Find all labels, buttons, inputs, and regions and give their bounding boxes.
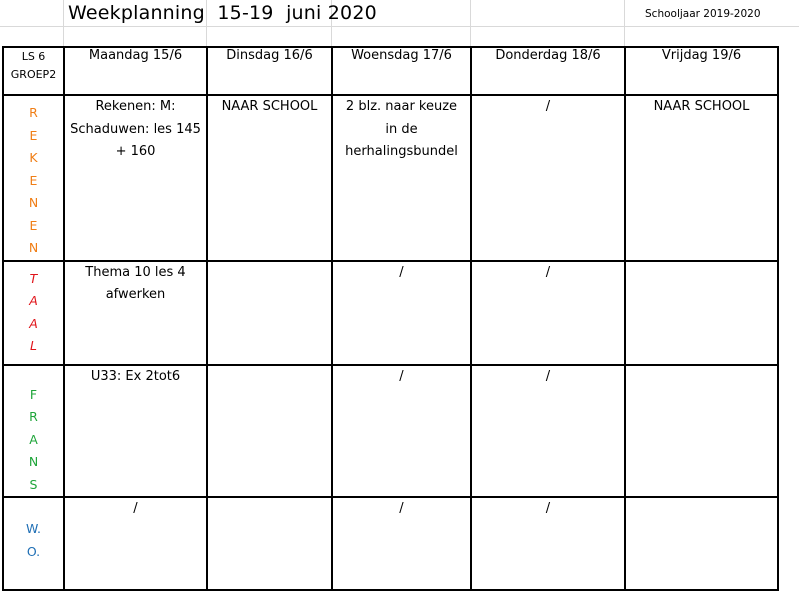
subject-letter: L (30, 338, 37, 353)
subject-letter: W. (26, 521, 41, 536)
subject-row-rekenen (3, 95, 778, 261)
subject-letter: E (29, 172, 38, 188)
header-row (3, 47, 778, 95)
week-plan-table (2, 46, 779, 591)
subject-letter: T (29, 270, 38, 286)
subject-letter: E (29, 217, 38, 233)
subject-label-frans (3, 365, 64, 498)
task-cell: / (332, 497, 471, 590)
day-header-friday: Vrijdag 19/6 (625, 47, 778, 95)
task-cell: Thema 10 les 4 afwerken (64, 261, 207, 365)
subject-letter: R (29, 409, 38, 424)
subject-letter: N (28, 195, 39, 210)
sheet-gridline (470, 0, 471, 46)
subject-letter: N (28, 240, 39, 255)
subject-letter: K (29, 150, 38, 165)
task-cell (207, 365, 332, 498)
task-cell: / (471, 95, 625, 261)
subject-letter: E (29, 127, 38, 143)
class-label: LS 6 (21, 50, 46, 63)
task-cell: / (332, 261, 471, 365)
task-cell (207, 261, 332, 365)
subject-letter: N (28, 454, 39, 469)
subject-letter: O. (26, 543, 41, 559)
task-cell: NAAR SCHOOL (625, 95, 778, 261)
schoolyear-label: Schooljaar 2019-2020 (645, 8, 761, 20)
task-cell: U33: Ex 2tot6 (64, 365, 207, 498)
task-cell (625, 261, 778, 365)
task-cell: NAAR SCHOOL (207, 95, 332, 261)
subject-letter: A (29, 315, 38, 331)
class-group-cell (3, 47, 64, 95)
sheet-gridline (624, 0, 625, 46)
task-cell: / (471, 497, 625, 590)
sheet-gridline (63, 0, 64, 46)
subject-letter: F (29, 386, 38, 402)
task-cell: Rekenen: M: Schaduwen: les 145 + 160 (64, 95, 207, 261)
task-cell: / (471, 261, 625, 365)
subject-row-frans (3, 365, 778, 498)
subject-letter: A (29, 293, 38, 308)
subject-row-wo (3, 497, 778, 590)
subject-label-wo (3, 497, 64, 590)
day-header-wednesday: Woensdag 17/6 (332, 47, 471, 95)
subject-label-taal (3, 261, 64, 365)
day-header-monday: Maandag 15/6 (64, 47, 207, 95)
sheet-gridline (0, 26, 799, 27)
subject-letter: R (29, 105, 38, 120)
subject-letter: A (29, 431, 38, 447)
subject-letter: S (29, 476, 38, 492)
task-cell: / (64, 497, 207, 590)
task-cell (207, 497, 332, 590)
day-header-tuesday: Dinsdag 16/6 (207, 47, 332, 95)
task-cell (625, 497, 778, 590)
task-cell: / (332, 365, 471, 498)
day-header-thursday: Donderdag 18/6 (471, 47, 625, 95)
subject-label-rekenen (3, 95, 64, 261)
task-cell (625, 365, 778, 498)
task-cell: 2 blz. naar keuze in de herhalingsbundel (332, 95, 471, 261)
page-title: Weekplanning 15-19 juni 2020 (68, 2, 377, 24)
subject-row-taal (3, 261, 778, 365)
group-label: GROEP2 (10, 68, 57, 81)
task-cell: / (471, 365, 625, 498)
